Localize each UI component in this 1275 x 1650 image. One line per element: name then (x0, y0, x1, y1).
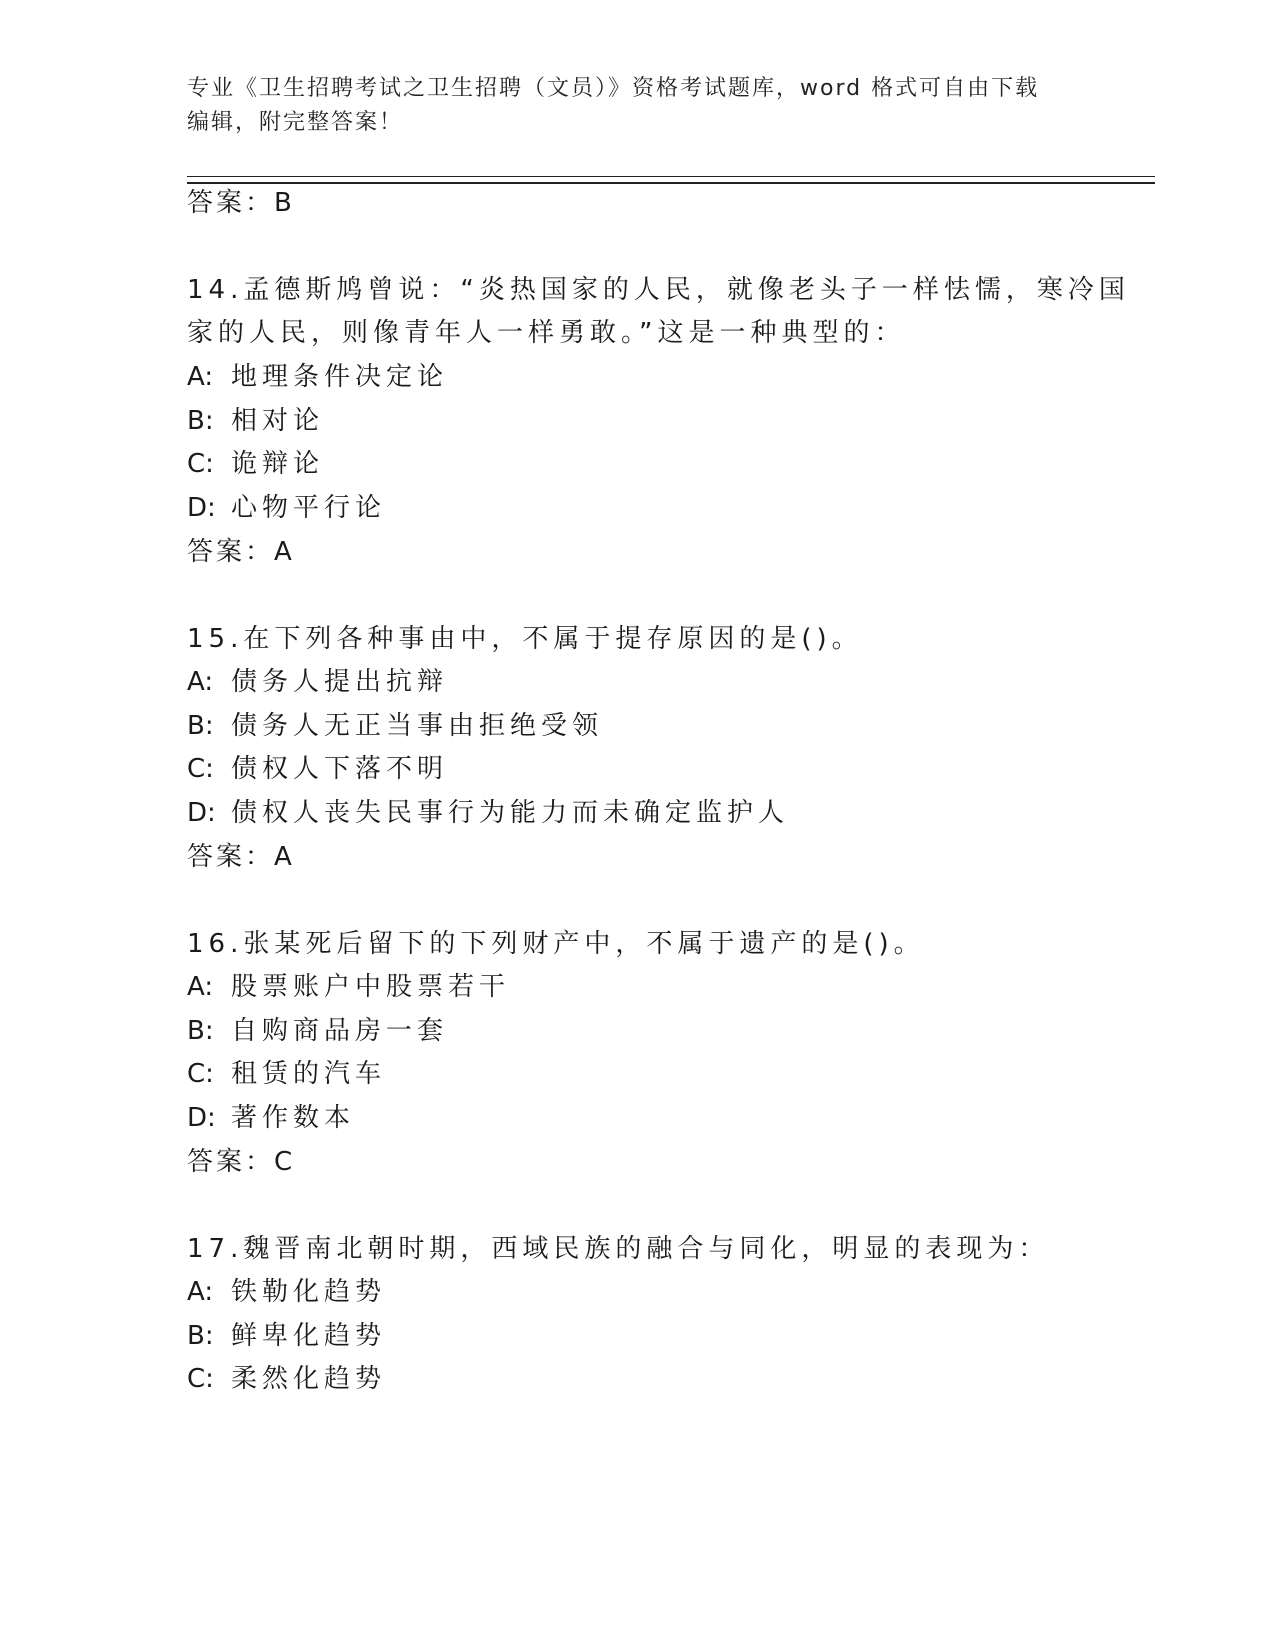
option-letter: D: (187, 493, 216, 523)
option-text: 鲜卑化趋势 (231, 1321, 387, 1351)
option-item (187, 1362, 386, 1396)
header-line-2: 编辑，附完整答案！ (187, 110, 404, 135)
question-stem: 14.孟德斯鸠曾说：“炎热国家的人民，就像老头子一样怯懦，寒冷国 (187, 275, 1130, 305)
header-line-1: 专业《卫生招聘考试之卫生招聘（文员）》资格考试题库，word 格式可自由下载 (187, 76, 1040, 101)
option-text: 相对论 (231, 406, 325, 436)
option-letter: C: (187, 754, 214, 784)
option-item (187, 752, 448, 786)
option-item (187, 1101, 355, 1135)
option-text: 租赁的汽车 (231, 1059, 387, 1089)
header-divider-thin (187, 176, 1155, 177)
option-letter: D: (187, 798, 216, 828)
option-text: 债务人提出抗辩 (231, 667, 449, 697)
question-stem: 16.张某死后留下的下列财产中，不属于遗产的是()。 (187, 929, 925, 959)
option-text: 地理条件决定论 (231, 362, 449, 392)
option-letter: C: (187, 1059, 214, 1089)
answer-line: 答案：C (187, 1147, 296, 1177)
question-stem: 17.魏晋南北朝时期，西域民族的融合与同化，明显的表现为： (187, 1234, 1050, 1264)
option-text: 股票账户中股票若干 (231, 972, 511, 1002)
option-item (187, 1319, 386, 1353)
answer-line: 答案：A (187, 537, 295, 567)
option-letter: B: (187, 1321, 214, 1351)
option-item (187, 1014, 448, 1048)
answer-line: 答案：A (187, 842, 295, 872)
option-letter: D: (187, 1103, 216, 1133)
option-item (187, 491, 386, 525)
answer-line: 答案：B (187, 188, 295, 218)
option-letter: B: (187, 1016, 214, 1046)
option-text: 债权人下落不明 (231, 754, 449, 784)
option-item (187, 709, 603, 743)
option-item (187, 1057, 386, 1091)
option-text: 柔然化趋势 (231, 1364, 387, 1394)
option-text: 自购商品房一套 (231, 1016, 449, 1046)
option-item (187, 360, 448, 394)
document-header (187, 72, 1067, 140)
option-item (187, 447, 324, 481)
option-item (187, 665, 448, 699)
option-item (187, 796, 789, 830)
option-letter: A: (187, 1277, 214, 1307)
option-text: 心物平行论 (231, 493, 387, 523)
option-item (187, 970, 510, 1004)
option-letter: C: (187, 449, 214, 479)
header-divider-thick (187, 182, 1155, 184)
option-letter: B: (187, 711, 214, 741)
option-letter: C: (187, 1364, 214, 1394)
option-letter: A: (187, 972, 214, 1002)
option-item (187, 1275, 386, 1309)
option-text: 债权人丧失民事行为能力而未确定监护人 (231, 798, 790, 828)
question-stem-continued: 家的人民，则像青年人一样勇敢。”这是一种典型的： (187, 318, 906, 348)
option-text: 债务人无正当事由拒绝受领 (231, 711, 604, 741)
option-text: 诡辩论 (231, 449, 325, 479)
option-letter: A: (187, 362, 214, 392)
option-item (187, 404, 324, 438)
option-letter: B: (187, 406, 214, 436)
option-text: 铁勒化趋势 (231, 1277, 387, 1307)
option-letter: A: (187, 667, 214, 697)
option-text: 著作数本 (231, 1103, 356, 1133)
question-stem: 15.在下列各种事由中，不属于提存原因的是()。 (187, 624, 863, 654)
